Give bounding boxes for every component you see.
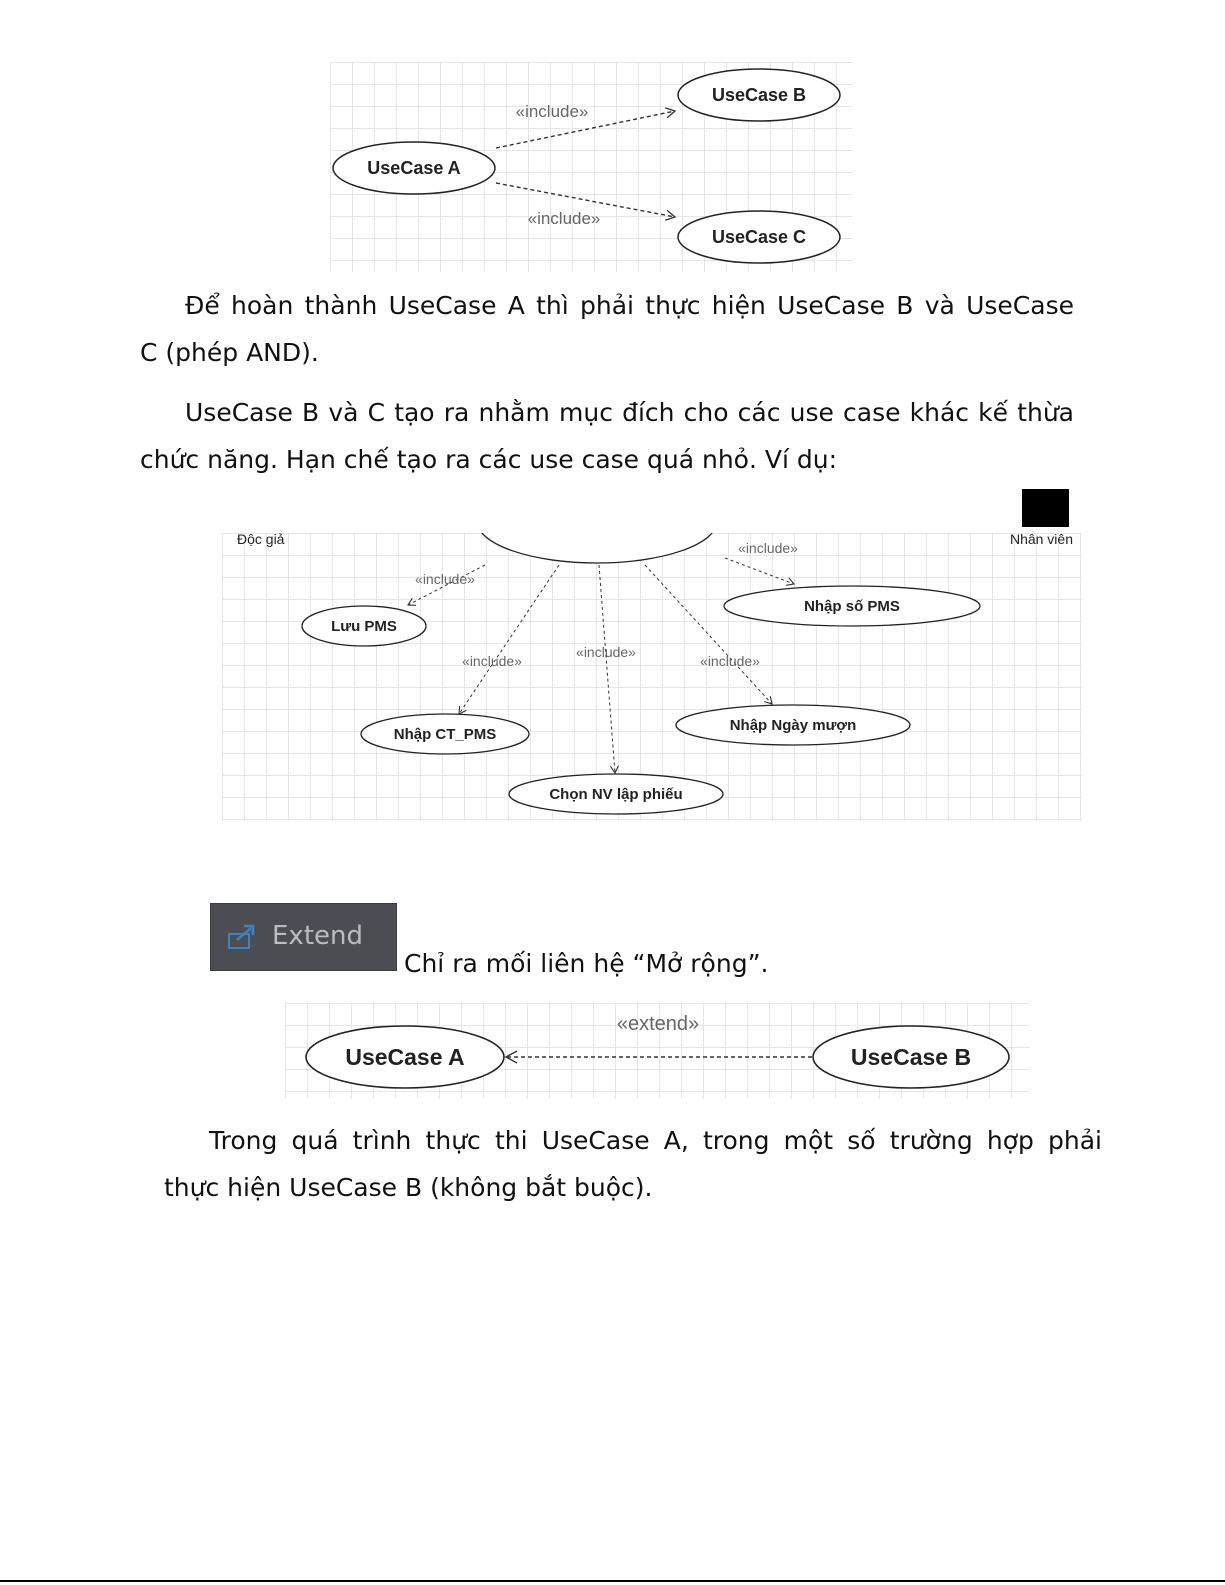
extend-tool-button[interactable]	[210, 903, 397, 971]
paragraph-line: thực hiện UseCase B (không bắt buộc).	[164, 1173, 653, 1202]
nhap-ct-pms-ellipse	[361, 714, 529, 754]
include-arrow-nhap-ngay-muon	[645, 565, 772, 704]
include-diagram	[330, 62, 852, 272]
usecase-a-ellipse	[333, 142, 495, 194]
include-label: «include»	[738, 540, 798, 556]
include-diagram-svg	[330, 62, 852, 272]
page-bottom-rule	[0, 1580, 1225, 1582]
luu-pms-label: Lưu PMS	[331, 618, 397, 635]
include-arrow-chon-nv	[599, 565, 615, 773]
paragraph-line: Để hoàn thành UseCase A thì phải thực hiện UseCase B và UseCase	[185, 291, 1074, 320]
extend-usecase-b-label: UseCase B	[850, 1044, 972, 1070]
paragraph-reuse	[140, 389, 1074, 483]
extend-usecase-a-ellipse	[306, 1026, 504, 1088]
central-usecase-ellipse	[477, 533, 717, 563]
include-label-2: «include»	[527, 209, 601, 228]
extend-description	[404, 940, 768, 987]
paragraph-include-and	[140, 282, 1074, 376]
chon-nv-ellipse	[509, 774, 723, 814]
extend-diagram	[285, 1003, 1030, 1099]
include-arrow-nhap-ct-pms	[459, 565, 559, 714]
usecase-b-ellipse	[678, 69, 840, 121]
extend-description-text: Chỉ ra mối liên hệ “Mở rộng”.	[404, 949, 769, 978]
actor-left-label: Độc giả	[237, 533, 285, 547]
usecase-c-label: UseCase C	[711, 227, 807, 247]
chon-nv-label: Chọn NV lập phiếu	[549, 786, 683, 803]
paragraph-line: chức năng. Hạn chế tạo ra các use case quá nhỏ. Ví dụ:	[140, 445, 837, 474]
include-label-1: «include»	[515, 102, 589, 121]
luu-pms-ellipse	[302, 606, 426, 646]
nhap-so-pms-label: Nhập số PMS	[804, 598, 900, 615]
example-diagram-svg	[222, 533, 1082, 821]
nhap-ngay-muon-ellipse	[676, 705, 910, 745]
example-diagram	[222, 533, 1082, 821]
include-arrow-nhap-so-pms	[725, 558, 794, 584]
redaction-box	[1022, 489, 1069, 527]
usecase-b-label: UseCase B	[711, 85, 807, 105]
usecase-a-label: UseCase A	[367, 158, 461, 178]
paragraph-line: C (phép AND).	[140, 338, 319, 367]
extend-diagram-svg	[285, 1003, 1030, 1099]
extend-usecase-b-ellipse	[813, 1026, 1009, 1088]
include-label: «include»	[415, 571, 475, 587]
paragraph-line: Trong quá trình thực thi UseCase A, trong một số trường hợp phải	[209, 1126, 1102, 1155]
include-label: «include»	[576, 644, 636, 660]
nhap-so-pms-ellipse	[724, 586, 980, 626]
extend-arrow-icon	[227, 922, 259, 956]
nhap-ngay-muon-label: Nhập Ngày mượn	[729, 717, 857, 734]
extend-label: «extend»	[616, 1013, 700, 1035]
usecase-c-ellipse	[678, 211, 840, 263]
nhap-ct-pms-label: Nhập CT_PMS	[393, 726, 497, 743]
include-label: «include»	[700, 653, 760, 669]
extend-tool-label: Extend	[272, 921, 363, 951]
actor-right-label: Nhân viên	[1009, 533, 1073, 547]
include-label: «include»	[462, 653, 522, 669]
paragraph-extend-explanation	[164, 1117, 1102, 1211]
extend-usecase-a-label: UseCase A	[345, 1044, 465, 1070]
paragraph-line: UseCase B và C tạo ra nhằm mục đích cho các use case khác kế thừa	[185, 398, 1074, 427]
